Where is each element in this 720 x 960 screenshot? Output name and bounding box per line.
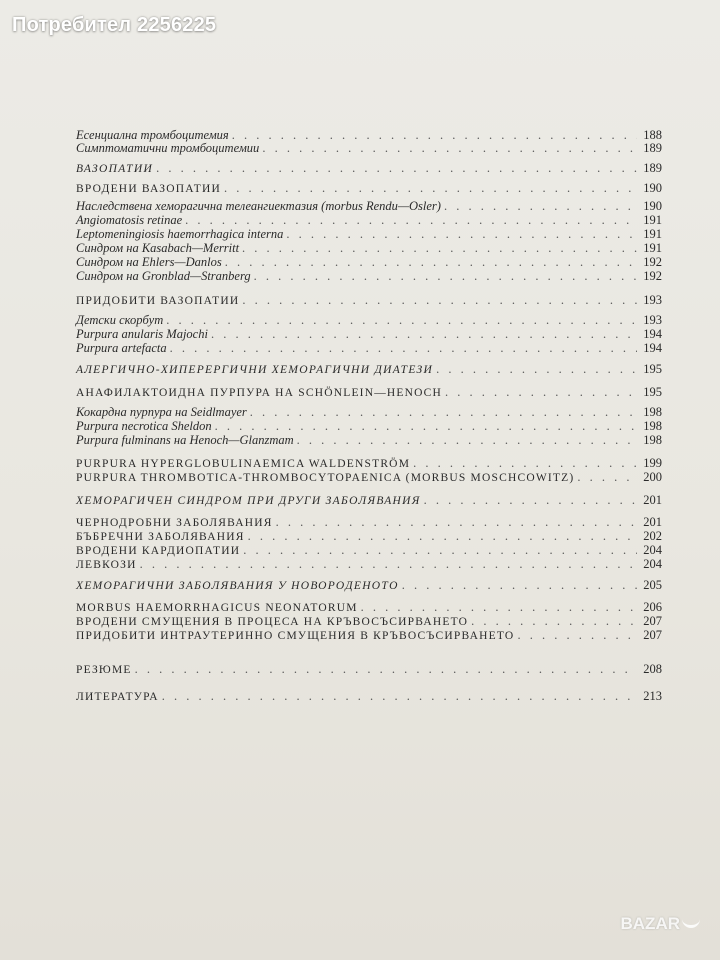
toc-entry-title: ВАЗОПАТИИ — [76, 163, 154, 175]
watermark-text: BAZAR — [620, 914, 680, 933]
toc-page-number: 195 — [643, 362, 662, 376]
smile-icon — [682, 915, 700, 928]
leader-dots — [162, 688, 637, 704]
user-label: Потребител 2256225 — [12, 14, 217, 36]
leader-dots — [297, 432, 637, 448]
toc-row — [76, 140, 662, 156]
toc-entry-title: Purpura anularis Majochi — [76, 327, 208, 341]
toc-row — [76, 361, 662, 377]
toc-page-number: 189 — [643, 161, 662, 175]
toc-page-number: 205 — [643, 578, 662, 592]
toc-row — [76, 268, 662, 284]
toc-page-number: 194 — [643, 341, 662, 355]
toc-page-number: 193 — [643, 293, 662, 307]
toc-entry-title: ВРОДЕНИ ВАЗОПАТИИ — [76, 183, 221, 195]
toc-entry-title: ВРОДЕНИ КАРДИОПАТИИ — [76, 545, 241, 557]
toc-entry-title: Наследствена хеморагична телеангиектазия (morbus Rendu—Osler) — [76, 199, 441, 213]
toc-row — [76, 661, 662, 677]
toc-page-number: 202 — [643, 529, 662, 543]
toc-page-number: 192 — [643, 269, 662, 283]
toc-page-number: 204 — [643, 543, 662, 557]
toc-entry-title: АЛЕРГИЧНО-ХИПЕРЕРГИЧНИ ХЕМОРАГИЧНИ ДИАТЕЗИ — [76, 364, 434, 376]
toc-entry-title: PURPURA THROMBOTICA-THROMBOCYTOPAENICA (MORBUS MOSCHCOWITZ) — [76, 472, 575, 484]
leader-dots — [242, 292, 637, 308]
leader-dots — [135, 661, 637, 677]
leader-dots — [140, 556, 637, 572]
toc-entry-title: ВРОДЕНИ СМУЩЕНИЯ В ПРОЦЕСА НА КРЪВОСЪСИРВАНЕТО — [76, 616, 469, 628]
toc-entry-title: ЛИТЕРАТУРА — [76, 691, 159, 703]
toc-page-number: 207 — [643, 614, 662, 628]
toc-page-number: 194 — [643, 327, 662, 341]
toc-row — [76, 627, 662, 643]
toc-entry-title: ХЕМОРАГИЧНИ ЗАБОЛЯВАНИЯ У НОВОРОДЕНОТО — [76, 580, 399, 592]
leader-dots — [517, 627, 637, 643]
toc-entry-title: ЛЕВКОЗИ — [76, 559, 137, 571]
toc-page-number: 190 — [643, 181, 662, 195]
toc-entry-title: ПРИДОБИТИ ИНТРАУТЕРИННО СМУЩЕНИЯ В КРЪВОСЪСИРВАНЕТО — [76, 630, 515, 642]
toc-entry-title: Синдром на Gronblad—Stranberg — [76, 269, 251, 283]
leader-dots — [224, 180, 637, 196]
toc-entry-title: Синдром на Kasabach—Merritt — [76, 241, 240, 255]
leader-dots — [436, 361, 637, 377]
toc-page-number: 198 — [643, 433, 662, 447]
toc-page-number: 191 — [643, 241, 662, 255]
toc-page-number: 198 — [643, 405, 662, 419]
toc-entry-title: Детски скорбут — [76, 313, 164, 327]
toc-page-number: 201 — [643, 493, 662, 507]
leader-dots — [402, 577, 637, 593]
toc-page-number: 189 — [643, 141, 662, 155]
toc-row — [76, 160, 662, 176]
toc-row — [76, 469, 662, 485]
toc-row — [76, 556, 662, 572]
toc-entry-title: PURPURA HYPERGLOBULINAEMICA WALDENSTRÖM — [76, 458, 411, 470]
toc-page-number: 192 — [643, 255, 662, 269]
leader-dots — [254, 268, 637, 284]
toc-entry-title: MORBUS HAEMORRHAGICUS NEONATORUM — [76, 602, 358, 614]
toc-entry-title: Кокардна пурпура на Seidlmayer — [76, 405, 247, 419]
toc-entry-title: Purpura necrotica Sheldon — [76, 419, 212, 433]
toc-page-number: 200 — [643, 470, 662, 484]
leader-dots — [156, 160, 637, 176]
toc-entry-title: Purpura fulminans на Henoch—Glanzmam — [76, 433, 294, 447]
toc-entry-title: Angiomatosis retinae — [76, 213, 183, 227]
toc-entry-title: Leptomeningiosis haemorrhagica interna — [76, 227, 284, 241]
toc-page-number: 204 — [643, 557, 662, 571]
toc-row — [76, 384, 662, 400]
leader-dots — [262, 140, 637, 156]
toc-entry-title: ЧЕРНОДРОБНИ ЗАБОЛЯВАНИЯ — [76, 517, 273, 529]
toc-page-number: 213 — [643, 689, 662, 703]
bazar-watermark-logo — [621, 914, 701, 934]
toc-entry-title: ХЕМОРАГИЧЕН СИНДРОМ ПРИ ДРУГИ ЗАБОЛЯВАНИЯ — [76, 495, 421, 507]
toc-page-number: 198 — [643, 419, 662, 433]
toc-row — [76, 292, 662, 308]
toc-page-number: 188 — [643, 128, 662, 142]
leader-dots — [170, 340, 637, 356]
toc-row — [76, 577, 662, 593]
toc-page-number: 208 — [643, 662, 662, 676]
leader-dots — [424, 492, 637, 508]
toc-row — [76, 688, 662, 704]
toc-page-number: 195 — [643, 385, 662, 399]
toc-page-number: 207 — [643, 628, 662, 642]
toc-entry-title: Есенциална тромбоцитемия — [76, 128, 229, 142]
toc-entry-title: ПРИДОБИТИ ВАЗОПАТИИ — [76, 295, 240, 307]
toc-page-number: 191 — [643, 213, 662, 227]
toc-page-number: 206 — [643, 600, 662, 614]
toc-entry-title: Симптоматични тромбоцитемии — [76, 141, 260, 155]
toc-page-number: 201 — [643, 515, 662, 529]
toc-entry-title: РЕЗЮМЕ — [76, 664, 132, 676]
toc-entry-title: Синдром на Ehlers—Danlos — [76, 255, 222, 269]
toc-page-number: 199 — [643, 456, 662, 470]
leader-dots — [577, 469, 637, 485]
toc-row — [76, 340, 662, 356]
toc-page-number: 193 — [643, 313, 662, 327]
toc-row — [76, 492, 662, 508]
toc-entry-title: АНАФИЛАКТОИДНА ПУРПУРА НА SCHÖNLEIN—HENOCH — [76, 387, 443, 399]
toc-row — [76, 432, 662, 448]
toc-page-number: 190 — [643, 199, 662, 213]
toc-page-number: 191 — [643, 227, 662, 241]
toc-entry-title: Purpura artefacta — [76, 341, 167, 355]
toc-row — [76, 180, 662, 196]
toc-entry-title: БЪБРЕЧНИ ЗАБОЛЯВАНИЯ — [76, 531, 245, 543]
leader-dots — [445, 384, 637, 400]
